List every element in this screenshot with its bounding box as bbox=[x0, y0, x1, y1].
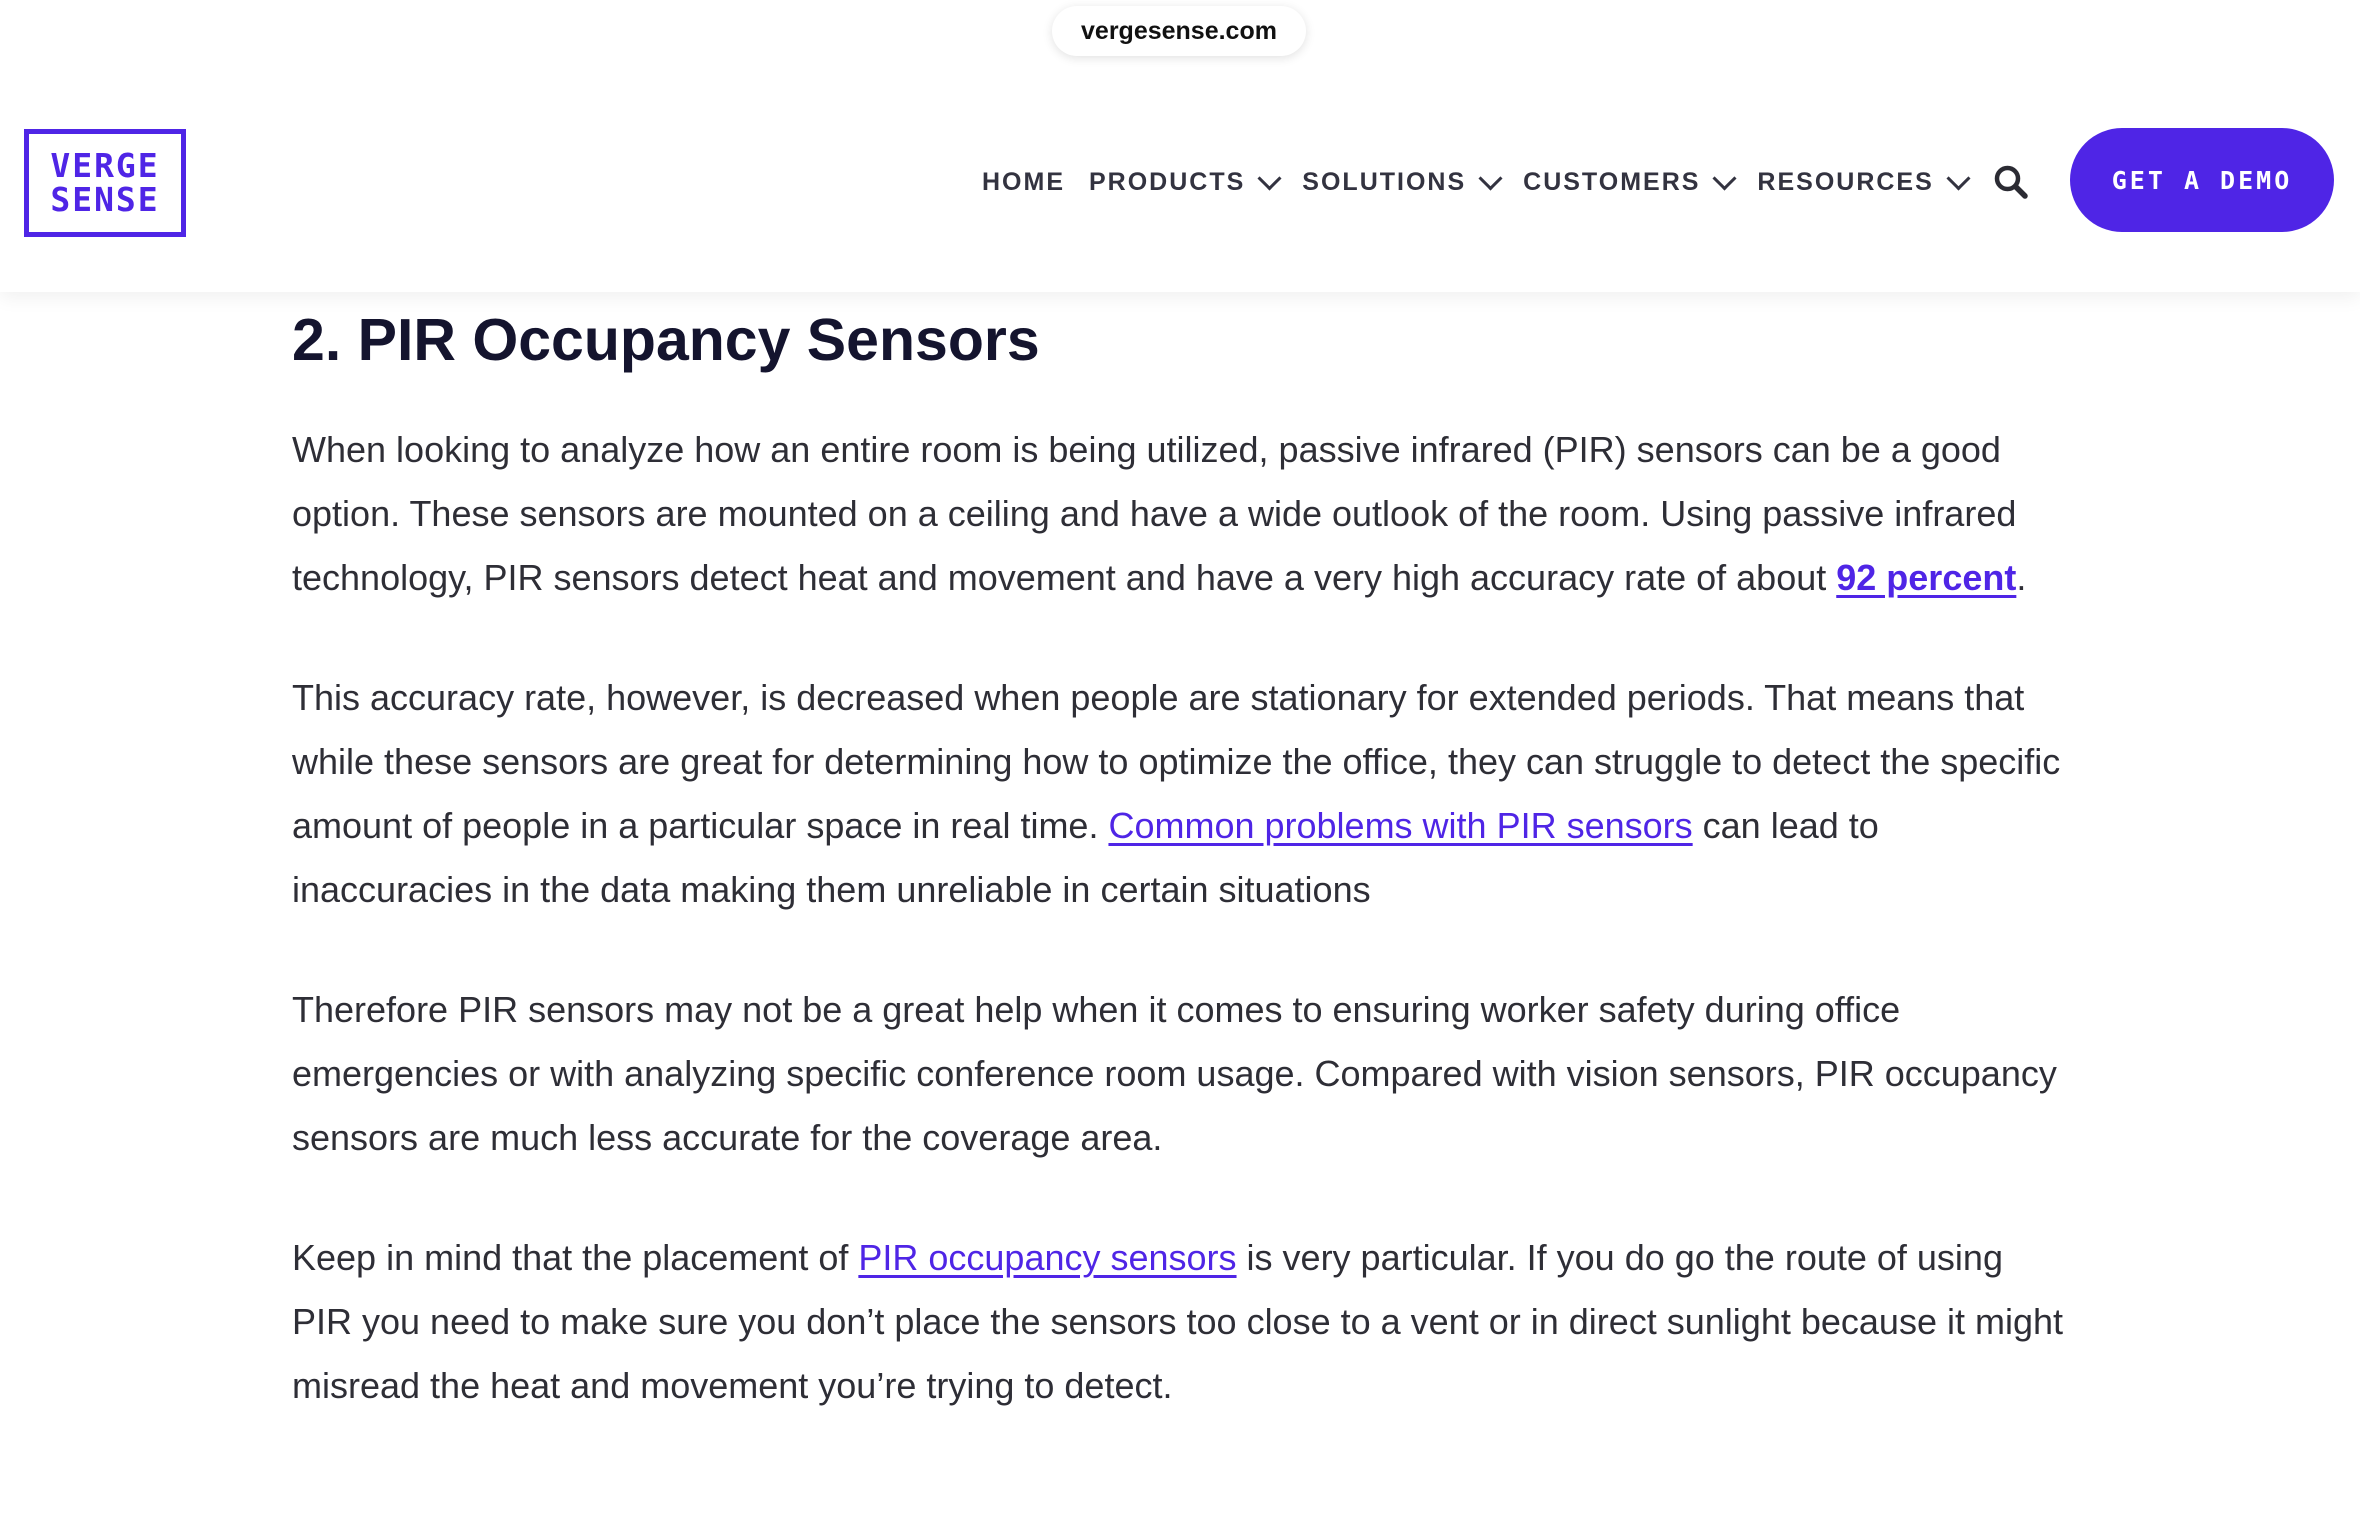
common-problems-link[interactable]: Common problems with PIR sensors bbox=[1108, 805, 1693, 846]
nav-item-solutions[interactable] bbox=[1302, 168, 1499, 197]
92-percent-link[interactable]: 92 percent bbox=[1836, 557, 2017, 598]
pir-occupancy-sensors-link[interactable]: PIR occupancy sensors bbox=[858, 1237, 1237, 1278]
paragraph-text: Therefore PIR sensors may not be a great help when it comes to ensuring worker safety during office emergencies or with analyzing specific conference room usage. Compared with vision sensors, PIR occupancy sensors are much less accurate for the coverage area. bbox=[292, 989, 2057, 1158]
nav-item-resources[interactable] bbox=[1757, 168, 1966, 197]
nav-item-home[interactable] bbox=[982, 168, 1065, 197]
chevron-down-icon bbox=[1946, 166, 1970, 190]
paragraph-text: When looking to analyze how an entire room is being utilized, passive infrared (PIR) sensors can be a good option. These sensors are mounted on a ceiling and have a wide outlook of the room. Using passive infrared technology, PIR sensors detect heat and movement and have a very high accuracy rate of about bbox=[292, 429, 2017, 598]
chevron-down-icon bbox=[1258, 166, 1282, 190]
nav-label: CUSTOMERS bbox=[1523, 167, 1701, 196]
nav-label: RESOURCES bbox=[1757, 167, 1934, 196]
nav-label: PRODUCTS bbox=[1089, 167, 1246, 196]
paragraph-1 bbox=[292, 418, 2072, 610]
logo-line-1: VERGE bbox=[50, 146, 160, 185]
search-icon[interactable] bbox=[1993, 164, 2029, 200]
paragraph-4 bbox=[292, 1226, 2072, 1418]
url-text: vergesense.com bbox=[1081, 16, 1277, 45]
nav-label: HOME bbox=[982, 167, 1065, 196]
nav-label: SOLUTIONS bbox=[1302, 167, 1467, 196]
chevron-down-icon bbox=[1713, 166, 1737, 190]
logo-line-2: SENSE bbox=[50, 180, 160, 219]
main-nav bbox=[982, 158, 1991, 206]
paragraph-text: can lead to inaccuracies in the data making them unreliable in certain situations bbox=[292, 805, 1879, 910]
vergesense-logo[interactable] bbox=[24, 129, 186, 237]
nav-item-customers[interactable] bbox=[1523, 168, 1733, 197]
url-pill[interactable] bbox=[1052, 6, 1306, 56]
chevron-down-icon bbox=[1479, 166, 1503, 190]
paragraph-3 bbox=[292, 978, 2072, 1170]
paragraph-text: Keep in mind that the placement of bbox=[292, 1237, 859, 1278]
nav-item-products[interactable] bbox=[1089, 168, 1278, 197]
paragraph-text: . bbox=[2016, 557, 2027, 598]
paragraph-2 bbox=[292, 666, 2072, 922]
paragraph-text: is very particular. If you do go the route of using PIR you need to make sure you don’t place the sensors too close to a vent or in direct sunlight because it might misread the heat and movement you’re trying to detect. bbox=[292, 1237, 2063, 1406]
section-heading: 2. PIR Occupancy Sensors bbox=[292, 307, 1040, 373]
paragraph-text: This accuracy rate, however, is decreased when people are stationary for extended periods. That means that while these sensors are great for determining how to optimize the office, they can struggle to detect the specific amount of people in a particular space in real time. bbox=[292, 677, 2061, 846]
article-content bbox=[292, 300, 2072, 1418]
get-a-demo-button[interactable]: GET A DEMO bbox=[2070, 128, 2334, 232]
